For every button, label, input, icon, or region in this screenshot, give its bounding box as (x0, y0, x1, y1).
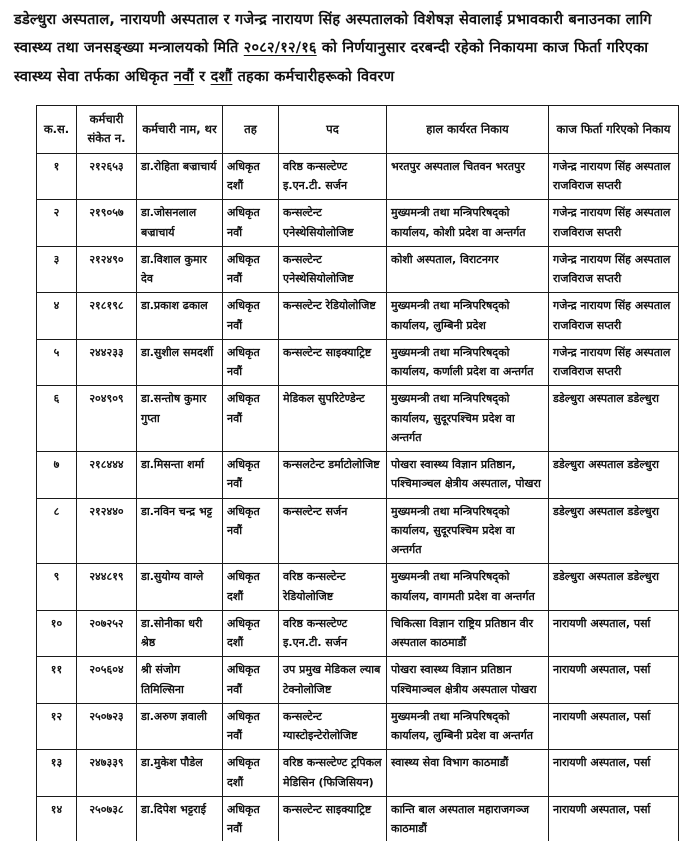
table-cell-position: कन्सल्टेन्ट एनेस्थेसियोलोजिष्ट (279, 246, 387, 293)
table-cell-level: अधिकृत नवौं (223, 386, 279, 452)
table-cell-position: वरिष्ठ कन्सल्टेण्ट इ.एन.टी. सर्जन (279, 610, 387, 657)
table-cell-name: श्री संजोग तिमिल्सिना (137, 657, 223, 704)
table-cell-level: अधिकृत नवौं (223, 246, 279, 293)
table-row (37, 703, 679, 750)
column-header-serial: क.स. (37, 105, 77, 153)
table-cell-name: डा.मिसन्ता शर्मा (137, 452, 223, 499)
table-cell-employee-code: २०५६०४ (77, 657, 137, 704)
table-cell-serial: ११ (37, 657, 77, 704)
table-cell-returned-office: डडेल्धुरा अस्पताल डडेल्धुरा (549, 452, 679, 499)
table-cell-serial: ८ (37, 498, 77, 564)
table-cell-employee-code: २१२६५३ (77, 153, 137, 200)
table-cell-name: डा.सोनीका धरी श्रेष्ठ (137, 610, 223, 657)
table-cell-current-office: पोखरा स्वास्थ्य विज्ञान प्रतिष्ठान पश्चिमाञ्चल क्षेत्रीय अस्पताल पोखरा (387, 657, 549, 704)
table-cell-level: अधिकृत दशौं (223, 750, 279, 797)
table-cell-employee-code: २१२४९० (77, 246, 137, 293)
table-cell-serial: ५ (37, 339, 77, 386)
column-header-position: पद (279, 105, 387, 153)
table-cell-returned-office: डडेल्धुरा अस्पताल डडेल्धुरा (549, 498, 679, 564)
table-cell-returned-office: गजेन्द्र नारायण सिंह अस्पताल राजविराज सप्तरी (549, 200, 679, 247)
table-cell-serial: ६ (37, 386, 77, 452)
table-cell-position: उप प्रमुख मेडिकल ल्याब टेक्नोलोजिष्ट (279, 657, 387, 704)
table-cell-returned-office: डडेल्धुरा अस्पताल डडेल्धुरा (549, 564, 679, 611)
table-cell-returned-office: नारायणी अस्पताल, पर्सा (549, 703, 679, 750)
table-cell-level: अधिकृत दशौं (223, 610, 279, 657)
table-cell-returned-office: गजेन्द्र नारायण सिंह अस्पताल राजविराज सप्तरी (549, 246, 679, 293)
table-cell-serial: ४ (37, 293, 77, 340)
table-cell-level: अधिकृत नवौं (223, 498, 279, 564)
employee-roster-table (36, 105, 679, 841)
table-cell-level: अधिकृत दशौं (223, 564, 279, 611)
table-cell-current-office: मुख्यमन्त्री तथा मन्त्रिपरिषद्को कार्यालय, लुम्बिनी प्रदेश (387, 293, 549, 340)
table-cell-employee-code: २०७२५२ (77, 610, 137, 657)
column-header-name: कर्मचारी नाम, थर (137, 105, 223, 153)
title-level-ninth-underlined: नवौं (173, 68, 194, 85)
table-cell-name: डा.सन्तोष कुमार गुप्ता (137, 386, 223, 452)
column-header-employee-code: कर्मचारी संकेत न. (77, 105, 137, 153)
title-date-underlined: २०८२/१२/१६ (243, 40, 317, 57)
table-cell-name: डा.जोसनलाल बज्राचार्य (137, 200, 223, 247)
table-cell-returned-office: गजेन्द्र नारायण सिंह अस्पताल राजविराज सप्तरी (549, 339, 679, 386)
table-cell-level: अधिकृत नवौं (223, 293, 279, 340)
table-cell-level: अधिकृत नवौं (223, 339, 279, 386)
table-cell-level: अधिकृत नवौं (223, 796, 279, 841)
table-cell-serial: १ (37, 153, 77, 200)
table-cell-current-office: मुख्यमन्त्री तथा मन्त्रिपरिषद्को कार्यालय, लुम्बिनी प्रदेश वा अन्तर्गत (387, 703, 549, 750)
table-row (37, 153, 679, 200)
column-header-level: तह (223, 105, 279, 153)
table-row (37, 796, 679, 841)
title-segment: र (193, 68, 211, 85)
table-cell-serial: २ (37, 200, 77, 247)
table-cell-level: अधिकृत नवौं (223, 703, 279, 750)
title-level-tenth-underlined: दशौं (210, 68, 233, 85)
table-cell-current-office: मुख्यमन्त्री तथा मन्त्रिपरिषद्को कार्यालय, कर्णाली प्रदेश वा अन्तर्गत (387, 339, 549, 386)
table-cell-current-office: कान्ति बाल अस्पताल महाराजगञ्ज काठमाडौं (387, 796, 549, 841)
table-cell-employee-code: २१२४४० (77, 498, 137, 564)
title-segment: तहका कर्मचारीहरूको विवरण (232, 68, 395, 85)
table-cell-position: वरिष्ठ कन्सल्टेन्ट रेडियोलोजिष्ट (279, 564, 387, 611)
table-cell-employee-code: २१८४४४ (77, 452, 137, 499)
table-body (37, 153, 679, 841)
table-cell-serial: ७ (37, 452, 77, 499)
table-row (37, 386, 679, 452)
table-cell-returned-office: गजेन्द्र नारायण सिंह अस्पताल राजविराज सप्तरी (549, 293, 679, 340)
table-cell-name: डा.रोहिता बज्राचार्य (137, 153, 223, 200)
title-segment: को निर्णयानुसार दरबन्दी रहेको निकायमा काज फिर्ता गरिएका स्वास्थ्य सेवा तर्फका अधिकृत (14, 40, 649, 85)
table-cell-name: डा.प्रकाश ढकाल (137, 293, 223, 340)
table-cell-name: डा.विशाल कुमार देव (137, 246, 223, 293)
table-cell-employee-code: २५०७३८ (77, 796, 137, 841)
table-cell-serial: १३ (37, 750, 77, 797)
document-title-paragraph (14, 6, 683, 91)
table-cell-name: डा.नविन चन्द्र भट्ट (137, 498, 223, 564)
table-cell-name: डा.दिपेश भट्टराई (137, 796, 223, 841)
table-cell-name: डा.मुकेश पौडेल (137, 750, 223, 797)
table-cell-current-office: मुख्यमन्त्री तथा मन्त्रिपरिषद्को कार्यालय, कोशी प्रदेश वा अन्तर्गत (387, 200, 549, 247)
table-row (37, 246, 679, 293)
table-row (37, 498, 679, 564)
table-cell-level: अधिकृत नवौं (223, 657, 279, 704)
table-cell-employee-code: २०४९०९ (77, 386, 137, 452)
table-row (37, 750, 679, 797)
table-cell-returned-office: नारायणी अस्पताल, पर्सा (549, 796, 679, 841)
table-row (37, 452, 679, 499)
table-row (37, 339, 679, 386)
table-cell-level: अधिकृत दशौं (223, 153, 279, 200)
table-cell-serial: १२ (37, 703, 77, 750)
table-cell-position: मेडिकल सुपरिटेण्डेन्ट (279, 386, 387, 452)
column-header-returned-office: काज फिर्ता गरिएको निकाय (549, 105, 679, 153)
table-row (37, 293, 679, 340)
table-header-row (37, 105, 679, 153)
table-cell-serial: ३ (37, 246, 77, 293)
table-cell-current-office: मुख्यमन्त्री तथा मन्त्रिपरिषद्को कार्यालय, सुदूरपश्चिम प्रदेश वा अन्तर्गत (387, 386, 549, 452)
table-cell-level: अधिकृत नवौं (223, 200, 279, 247)
table-cell-employee-code: २१८१९८ (77, 293, 137, 340)
table-cell-current-office: पोखरा स्वास्थ्य विज्ञान प्रतिष्ठान, पश्चिमाञ्चल क्षेत्रीय अस्पताल, पोखरा (387, 452, 549, 499)
table-row (37, 657, 679, 704)
table-cell-employee-code: २४४८१९ (77, 564, 137, 611)
table-cell-position: कन्सल्टेन्ट एनेस्थेसियोलोजिष्ट (279, 200, 387, 247)
table-cell-employee-code: २५०७२३ (77, 703, 137, 750)
table-cell-name: डा.सुशील समदर्शी (137, 339, 223, 386)
table-cell-current-office: कोशी अस्पताल, विराटनगर (387, 246, 549, 293)
table-row (37, 610, 679, 657)
table-row (37, 200, 679, 247)
table-cell-position: कन्सल्टेन्ट ग्यास्टोइन्टेरोलोजिष्ट (279, 703, 387, 750)
title-segment: डडेल्धुरा अस्पताल, नारायणी अस्पताल र गजेन्द्र नारायण सिंह अस्पतालको विशेषज्ञ सेवालाई प्रभावकारी बनाउनका लागि स्वास्थ्य तथा जनसङ्ख्या मन्त्रालयको मिति (14, 12, 652, 57)
table-cell-current-office: मुख्यमन्त्री तथा मन्त्रिपरिषद्को कार्यालय, वागमती प्रदेश वा अन्तर्गत (387, 564, 549, 611)
column-header-current-office: हाल कार्यरत निकाय (387, 105, 549, 153)
table-cell-serial: १४ (37, 796, 77, 841)
table-cell-position: कन्सल्टेन्ट रेडियोलोजिष्ट (279, 293, 387, 340)
table-cell-employee-code: २१९०५७ (77, 200, 137, 247)
table-cell-employee-code: २४७३३९ (77, 750, 137, 797)
table-cell-serial: ९ (37, 564, 77, 611)
table-cell-position: कन्सल्टेन्ट सर्जन (279, 498, 387, 564)
table-cell-returned-office: नारायणी अस्पताल, पर्सा (549, 750, 679, 797)
table-cell-returned-office: नारायणी अस्पताल, पर्सा (549, 657, 679, 704)
table-cell-position: वरिष्ठ कन्सल्टेण्ट ट्रपिकल मेडिसिन (फिजिसियन) (279, 750, 387, 797)
table-cell-returned-office: डडेल्धुरा अस्पताल डडेल्धुरा (549, 386, 679, 452)
table-cell-position: कन्सल्टेन्ट साइक्याट्रिष्ट (279, 796, 387, 841)
table-cell-position: कन्सलटेन्ट डर्माटोलोजिष्ट (279, 452, 387, 499)
table-cell-employee-code: २४४२३३ (77, 339, 137, 386)
table-cell-returned-office: नारायणी अस्पताल, पर्सा (549, 610, 679, 657)
table-cell-current-office: मुख्यमन्त्री तथा मन्त्रिपरिषद्को कार्यालय, सुदूरपश्चिम प्रदेश वा अन्तर्गत (387, 498, 549, 564)
table-cell-current-office: भरतपुर अस्पताल चितवन भरतपुर (387, 153, 549, 200)
table-cell-position: कन्सल्टेन्ट साइक्याट्रिष्ट (279, 339, 387, 386)
table-cell-position: वरिष्ठ कन्सल्टेण्ट इ.एन.टी. सर्जन (279, 153, 387, 200)
table-cell-level: अधिकृत नवौं (223, 452, 279, 499)
table-cell-name: डा.अरुण ज्ञवाली (137, 703, 223, 750)
table-cell-current-office: चिकित्सा विज्ञान राष्ट्रिय प्रतिष्ठान वीर अस्पताल काठमाडौं (387, 610, 549, 657)
table-cell-name: डा.सुयोग्य वाग्ले (137, 564, 223, 611)
table-cell-returned-office: गजेन्द्र नारायण सिंह अस्पताल राजविराज सप्तरी (549, 153, 679, 200)
table-cell-current-office: स्वास्थ्य सेवा विभाग काठमाडौं (387, 750, 549, 797)
table-cell-serial: १० (37, 610, 77, 657)
table-row (37, 564, 679, 611)
